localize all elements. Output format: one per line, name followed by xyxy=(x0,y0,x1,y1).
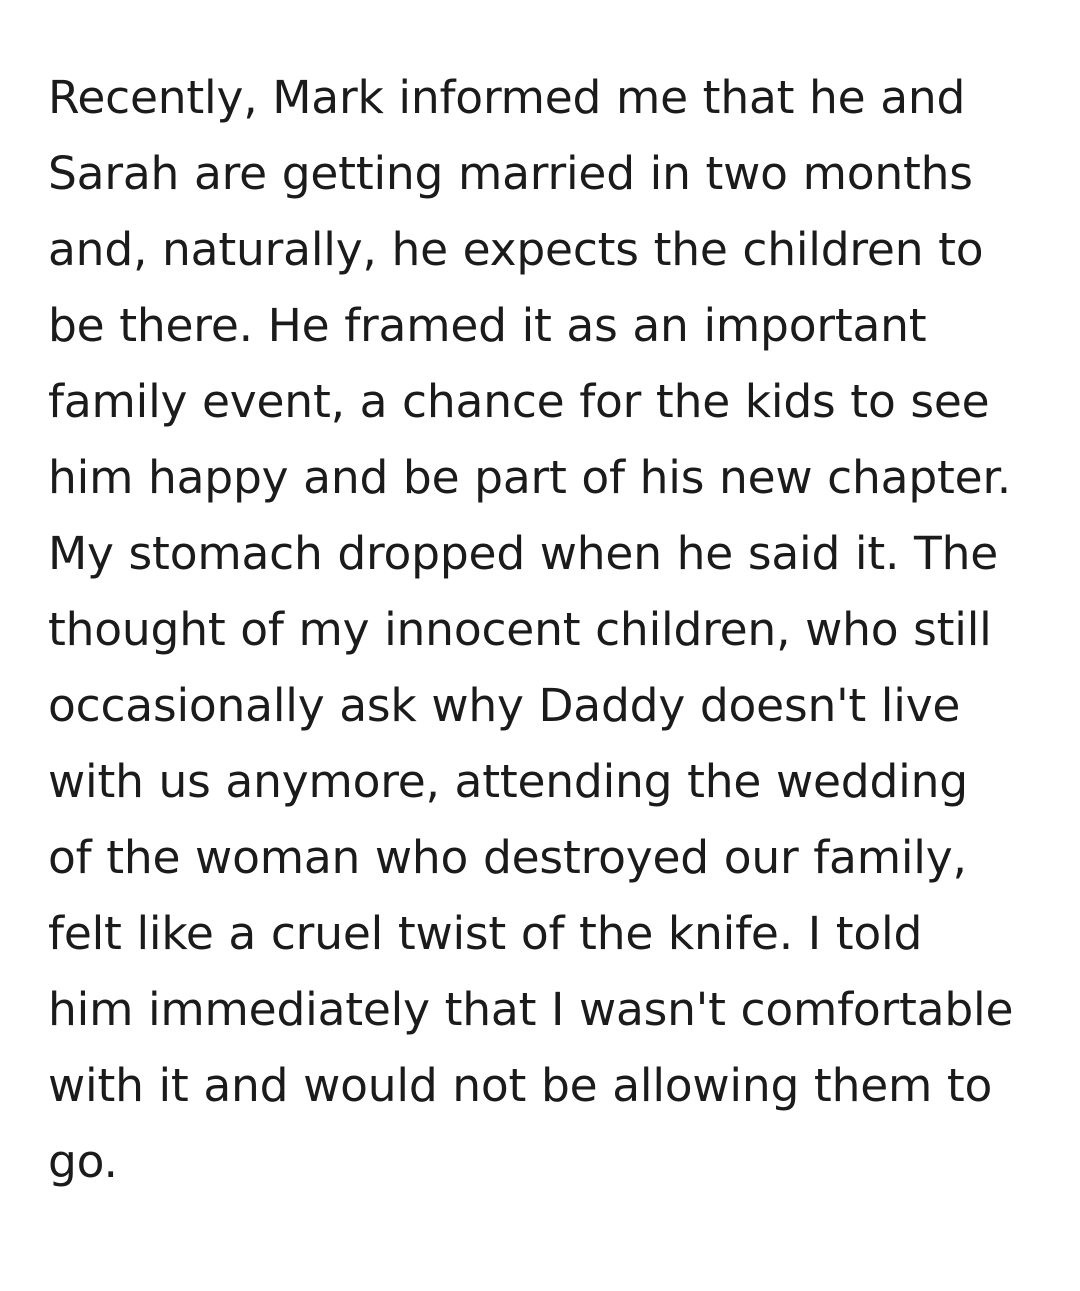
article-paragraph: Recently, Mark informed me that he and Sarah are getting married in two months and, naturally, he expects the children to be there. He framed it as an important family event, a chance for the kids to see him happy and be part of his new chapter. My stomach dropped when he said it. The thought of my innocent children, who still occasionally ask why Daddy doesn't live with us anymore, attending the wedding of the woman who destroyed our family, felt like a cruel twist of the knife. I told him immediately that I wasn't comfortable with it and would not be allowing them to go. xyxy=(48,70,1014,1188)
